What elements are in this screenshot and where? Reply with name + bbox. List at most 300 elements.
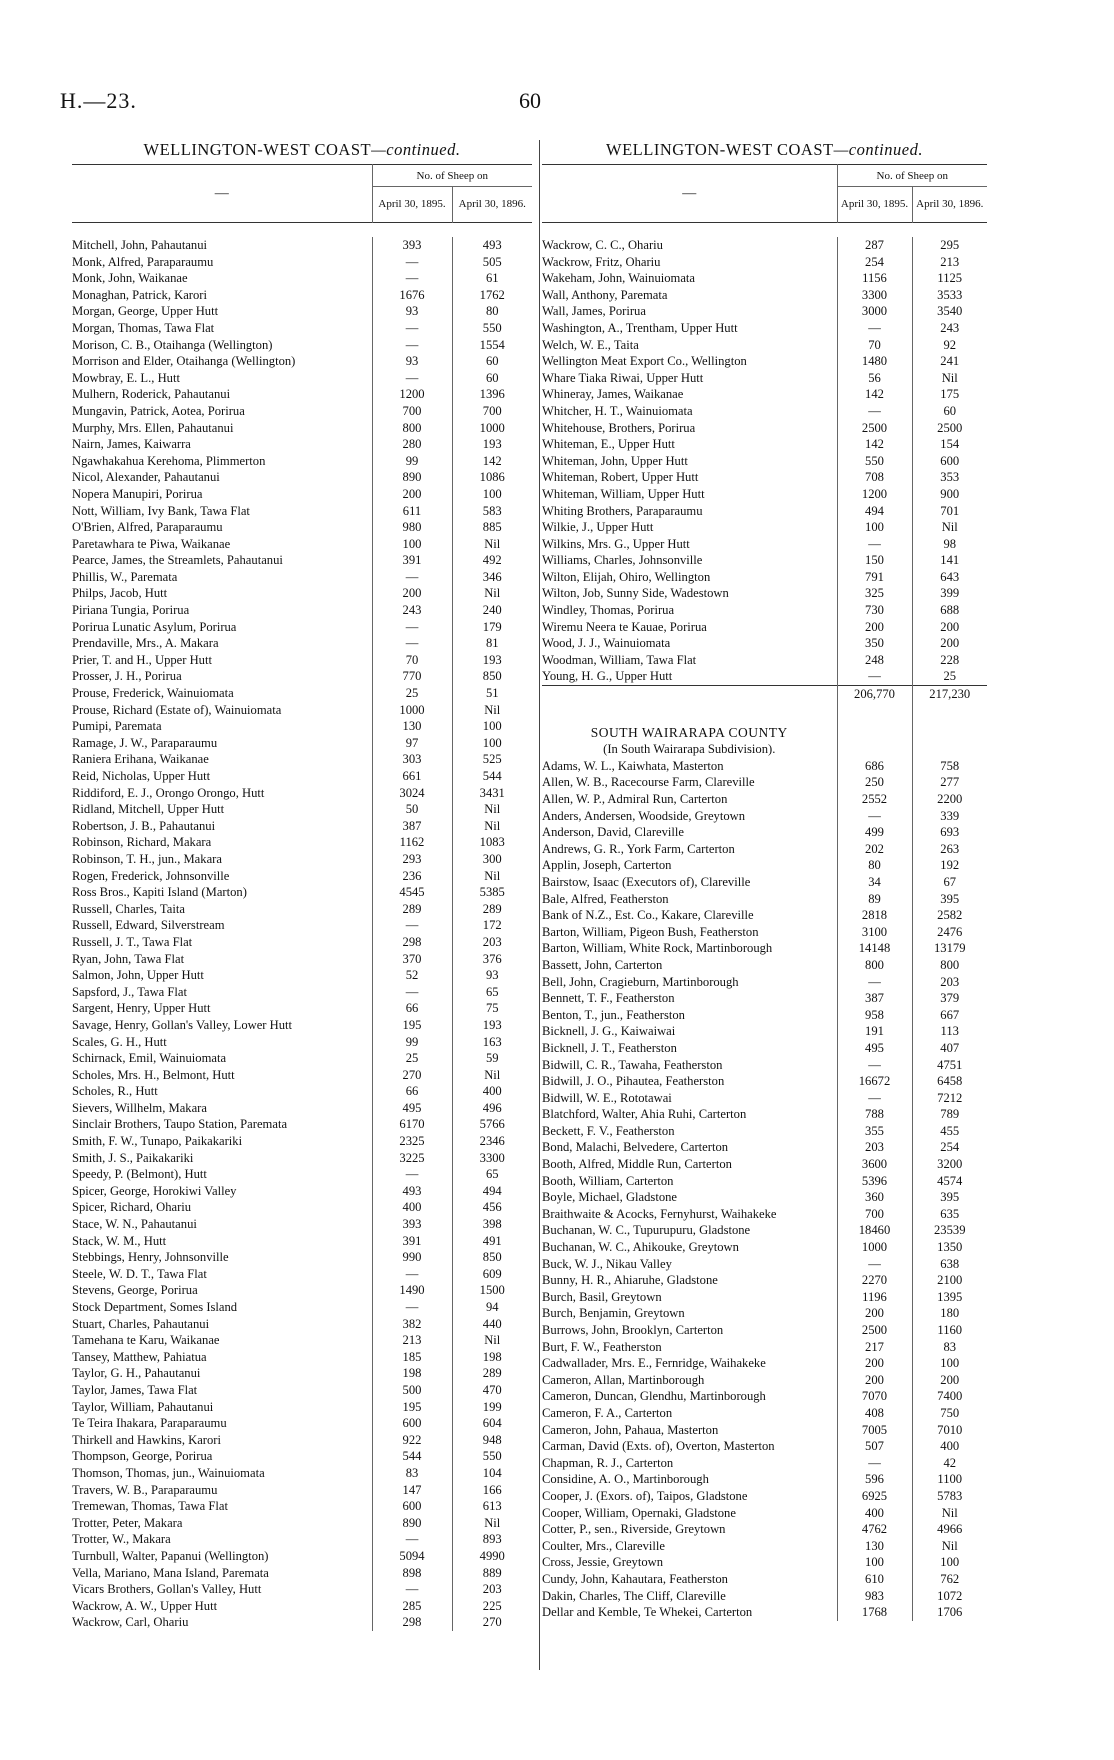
- table-row: [542, 1554, 987, 1571]
- sheep-1895: 393: [372, 237, 452, 254]
- owner-name: Wackrow, A. W., Upper Hutt: [72, 1598, 218, 1613]
- owner-name: Turnbull, Walter, Papanui (Wellington): [72, 1548, 269, 1563]
- table-row: [542, 602, 987, 619]
- owner-name: Tansey, Matthew, Pahiatua: [72, 1349, 207, 1364]
- table-row: [72, 1515, 532, 1532]
- owner-name: Monk, Alfred, Paraparaumu: [72, 254, 214, 269]
- sheep-1895: 596: [837, 1471, 912, 1488]
- table-row: [542, 1156, 987, 1173]
- sheep-1896: 613: [452, 1498, 532, 1515]
- owner-name: Mowbray, E. L., Hutt: [72, 370, 180, 385]
- sheep-1895: 147: [372, 1482, 452, 1499]
- sheep-1896: 688: [912, 602, 987, 619]
- right-table: [542, 237, 987, 1621]
- sheep-1896: Nil: [452, 818, 532, 835]
- sheep-1896: 42: [912, 1455, 987, 1472]
- table-row: [542, 270, 987, 287]
- sheep-1895: 280: [372, 436, 452, 453]
- sheep-1895: 99: [372, 1034, 452, 1051]
- table-row: [542, 254, 987, 271]
- sheep-1895: 350: [837, 635, 912, 652]
- sheep-1896: 643: [912, 569, 987, 586]
- sheep-1895: 494: [837, 503, 912, 520]
- owner-name: Welch, W. E., Taita: [542, 337, 639, 352]
- table-row: [72, 1482, 532, 1499]
- sheep-1896: 60: [452, 370, 532, 387]
- table-row: [72, 1100, 532, 1117]
- sheep-1895: 70: [372, 652, 452, 669]
- owner-name: Stock Department, Somes Island: [72, 1300, 238, 1314]
- table-row: [72, 884, 532, 901]
- table-row: [72, 237, 532, 254]
- sheep-1895: 4762: [837, 1521, 912, 1538]
- sheep-1896: 379: [912, 990, 987, 1007]
- page-reference: H.—23.: [60, 88, 137, 113]
- sheep-1896: 240: [452, 602, 532, 619]
- sheep-1895: 270: [372, 1067, 452, 1084]
- sheep-1896: 5385: [452, 884, 532, 901]
- owner-name: Philps, Jacob, Hutt: [72, 586, 168, 601]
- sheep-1895: —: [837, 320, 912, 337]
- sheep-1896: 440: [452, 1316, 532, 1333]
- owner-name: Ramage, J. W., Paraparaumu: [72, 735, 218, 750]
- sheep-1896: 7400: [912, 1388, 987, 1405]
- owner-name: Burrows, John, Brooklyn, Carterton: [542, 1323, 724, 1337]
- sheep-1895: 142: [837, 436, 912, 453]
- sheep-1895: 130: [372, 718, 452, 735]
- table-row: [72, 1614, 532, 1631]
- table-row: [542, 1090, 987, 1107]
- table-row: [72, 751, 532, 768]
- table-row: [72, 486, 532, 503]
- owner-name: O'Brien, Alfred, Paraparaumu: [72, 520, 223, 535]
- sheep-1895: 3600: [837, 1156, 912, 1173]
- owner-name: Beckett, F. V., Featherston: [542, 1123, 675, 1138]
- sheep-1895: 1196: [837, 1289, 912, 1306]
- table-row: [542, 1256, 987, 1273]
- sheep-1896: Nil: [912, 370, 987, 387]
- table-row: [72, 1565, 532, 1582]
- sheep-1895: 360: [837, 1189, 912, 1206]
- sheep-1896: 600: [912, 453, 987, 470]
- sheep-1895: 400: [372, 1199, 452, 1216]
- owner-name: Bassett, John, Carterton: [542, 957, 663, 972]
- owner-name: Wall, James, Porirua: [542, 304, 646, 319]
- table-row: [542, 1057, 987, 1074]
- sheep-1895: 303: [372, 751, 452, 768]
- sheep-1895: 661: [372, 768, 452, 785]
- table-row: [542, 841, 987, 858]
- sheep-1896: 339: [912, 808, 987, 825]
- owner-name: Russell, Charles, Taita: [72, 901, 185, 916]
- sheep-1896: 376: [452, 951, 532, 968]
- sheep-1895: 25: [372, 1050, 452, 1067]
- sheep-1895: 200: [837, 1305, 912, 1322]
- sheep-1896: 193: [452, 436, 532, 453]
- sheep-1896: 277: [912, 774, 987, 791]
- sheep-1896: 93: [452, 967, 532, 984]
- sheep-1895: 2500: [837, 420, 912, 437]
- sheep-1895: 788: [837, 1106, 912, 1123]
- sheep-1895: —: [372, 1581, 452, 1598]
- owner-name: Stuart, Charles, Pahautanui: [72, 1316, 210, 1331]
- owner-name: Stebbings, Henry, Johnsonville: [72, 1250, 229, 1265]
- sheep-1896: 2582: [912, 907, 987, 924]
- table-row: [72, 635, 532, 652]
- sheep-1896: 407: [912, 1040, 987, 1057]
- owner-name: Sinclair Brothers, Taupo Station, Paremata: [72, 1117, 288, 1132]
- table-row: [72, 1581, 532, 1598]
- total-row: [542, 686, 987, 703]
- sheep-1896: 5783: [912, 1488, 987, 1505]
- sheep-1895: 600: [372, 1415, 452, 1432]
- owner-name: Bicknell, J. T., Featherston: [542, 1040, 677, 1055]
- sheep-1896: Nil: [452, 702, 532, 719]
- owner-name: Paretawhara te Piwa, Waikanae: [72, 536, 231, 551]
- table-row: [542, 1040, 987, 1057]
- owner-name: Burch, Basil, Greytown: [542, 1289, 662, 1304]
- sheep-1896: 200: [912, 635, 987, 652]
- table-row: [542, 1438, 987, 1455]
- sheep-1896: 496: [452, 1100, 532, 1117]
- table-row: [72, 1266, 532, 1283]
- sheep-1895: 243: [372, 602, 452, 619]
- owner-name: Andrews, G. R., York Farm, Carterton: [542, 841, 735, 856]
- sheep-1895: 254: [837, 254, 912, 271]
- sheep-1896: 1395: [912, 1289, 987, 1306]
- total-1896: 217,230: [912, 686, 987, 703]
- sheep-1896: 1350: [912, 1239, 987, 1256]
- sheep-1896: 1396: [452, 386, 532, 403]
- table-row: [72, 436, 532, 453]
- table-row: [72, 1282, 532, 1299]
- table-row: [542, 1305, 987, 1322]
- owner-name: Vicars Brothers, Gollan's Valley, Hutt: [72, 1582, 262, 1597]
- table-row: [72, 1548, 532, 1565]
- sheep-1895: 248: [837, 652, 912, 669]
- table-row: [542, 907, 987, 924]
- table-row: [72, 818, 532, 835]
- owner-name: Stevens, George, Porirua: [72, 1283, 198, 1298]
- sheep-1895: 890: [372, 1515, 452, 1532]
- sheep-1895: 1156: [837, 270, 912, 287]
- table-row: [72, 1498, 532, 1515]
- sheep-1895: 142: [837, 386, 912, 403]
- owner-name: Allen, W. B., Racecourse Farm, Clareville: [542, 775, 755, 790]
- owner-name: Adams, W. L., Kaiwhata, Masterton: [542, 758, 724, 773]
- sheep-1895: 34: [837, 874, 912, 891]
- sheep-1895: 25: [372, 685, 452, 702]
- sheep-1896: 494: [452, 1183, 532, 1200]
- sheep-1896: 198: [452, 1349, 532, 1366]
- owner-name: Braithwaite & Acocks, Fernyhurst, Waihakeke: [542, 1206, 777, 1221]
- sheep-1895: 5396: [837, 1173, 912, 1190]
- owner-name: Wiremu Neera te Kauae, Porirua: [542, 619, 707, 634]
- sheep-1895: 195: [372, 1399, 452, 1416]
- sheep-1896: 200: [912, 619, 987, 636]
- sheep-1895: —: [837, 403, 912, 420]
- owner-name: Whare Tiaka Riwai, Upper Hutt: [542, 370, 704, 385]
- sheep-1896: 3540: [912, 303, 987, 320]
- owner-name: Cooper, J. (Exors. of), Taipos, Gladstone: [542, 1488, 748, 1503]
- table-row: [542, 824, 987, 841]
- sheep-1895: 2552: [837, 791, 912, 808]
- sheep-1895: 6925: [837, 1488, 912, 1505]
- sheep-1896: 2200: [912, 791, 987, 808]
- sheep-1896: 104: [452, 1465, 532, 1482]
- sheep-1895: 700: [837, 1206, 912, 1223]
- sheep-1895: 289: [372, 901, 452, 918]
- sheep-1895: —: [837, 974, 912, 991]
- table-row: [542, 320, 987, 337]
- sheep-1895: 391: [372, 552, 452, 569]
- sheep-1896: 83: [912, 1339, 987, 1356]
- sheep-1896: 1083: [452, 834, 532, 851]
- table-row: [72, 370, 532, 387]
- table-row: [72, 287, 532, 304]
- table-row: [72, 585, 532, 602]
- table-row: [72, 1000, 532, 1017]
- sheep-1896: 701: [912, 503, 987, 520]
- sheep-1896: 3200: [912, 1156, 987, 1173]
- sheep-1896: 243: [912, 320, 987, 337]
- sheep-1895: 3000: [837, 303, 912, 320]
- sheep-1896: 1000: [452, 420, 532, 437]
- sheep-1896: 92: [912, 337, 987, 354]
- sheep-1896: 75: [452, 1000, 532, 1017]
- sheep-1895: —: [372, 984, 452, 1001]
- sheep-1895: 200: [372, 585, 452, 602]
- table-row: [72, 1465, 532, 1482]
- sheep-1895: 52: [372, 967, 452, 984]
- owner-name: Whiteman, E., Upper Hutt: [542, 437, 675, 452]
- sheep-1896: 141: [912, 552, 987, 569]
- sheep-1896: 525: [452, 751, 532, 768]
- owner-name: Prier, T. and H., Upper Hutt: [72, 652, 212, 667]
- owner-name: Scholes, R., Hutt: [72, 1084, 158, 1099]
- owner-name: Wackrow, C. C., Ohariu: [542, 238, 663, 252]
- sheep-1895: —: [837, 1057, 912, 1074]
- sheep-1895: —: [372, 917, 452, 934]
- sheep-1895: 5094: [372, 1548, 452, 1565]
- table-row: [72, 503, 532, 520]
- sheep-1895: 600: [372, 1498, 452, 1515]
- owner-name: Cundy, John, Kahautara, Featherston: [542, 1571, 728, 1586]
- sheep-1896: 1762: [452, 287, 532, 304]
- table-row: [72, 702, 532, 719]
- sheep-1895: —: [837, 808, 912, 825]
- sheep-1896: 789: [912, 1106, 987, 1123]
- owner-name: Taylor, G. H., Pahautanui: [72, 1366, 201, 1381]
- sheep-1895: 550: [837, 453, 912, 470]
- sheep-1896: 346: [452, 569, 532, 586]
- column-divider: [539, 140, 540, 1670]
- sheep-1895: 700: [372, 403, 452, 420]
- owner-name: Ross Bros., Kapiti Island (Marton): [72, 885, 247, 900]
- owner-name: Taylor, James, Tawa Flat: [72, 1382, 198, 1397]
- owner-name: Scholes, Mrs. H., Belmont, Hutt: [72, 1067, 235, 1082]
- owner-name: Carman, David (Exts. of), Overton, Masterton: [542, 1439, 775, 1454]
- sheep-1896: 550: [452, 320, 532, 337]
- sheep-1896: 492: [452, 552, 532, 569]
- owner-name: Whiteman, William, Upper Hutt: [542, 486, 705, 501]
- table-row: [542, 337, 987, 354]
- owner-name: Considine, A. O., Martinborough: [542, 1472, 709, 1487]
- owner-name: Wood, J. J., Wainuiomata: [542, 636, 671, 651]
- table-row: [542, 1322, 987, 1339]
- sheep-1896: 65: [452, 1166, 532, 1183]
- sheep-1895: 200: [837, 1355, 912, 1372]
- table-row: [542, 1339, 987, 1356]
- table-row: [542, 874, 987, 891]
- sheep-1895: 16672: [837, 1073, 912, 1090]
- table-row: [542, 1505, 987, 1522]
- table-row: [72, 851, 532, 868]
- sheep-1896: 850: [452, 668, 532, 685]
- owner-name: Trotter, W., Makara: [72, 1532, 171, 1547]
- table-row: [542, 1488, 987, 1505]
- owner-name: Woodman, William, Tawa Flat: [542, 652, 697, 667]
- sheep-1895: 83: [372, 1465, 452, 1482]
- sheep-1895: 4545: [372, 884, 452, 901]
- sheep-1896: 60: [452, 353, 532, 370]
- owner-name: Bell, John, Cragieburn, Martinborough: [542, 974, 739, 989]
- table-row: [72, 1349, 532, 1366]
- sheep-1895: 202: [837, 841, 912, 858]
- owner-name: Bale, Alfred, Featherston: [542, 891, 669, 906]
- sheep-1896: 750: [912, 1405, 987, 1422]
- sheep-1895: 80: [837, 857, 912, 874]
- section-title: SOUTH WAIRARAPA COUNTY: [590, 724, 788, 740]
- owner-name: Barton, William, Pigeon Bush, Featherston: [542, 924, 759, 939]
- table-row: [72, 1166, 532, 1183]
- sheep-1895: 493: [372, 1183, 452, 1200]
- sheep-1896: 399: [912, 585, 987, 602]
- owner-name: Prouse, Frederick, Wainuiomata: [72, 686, 234, 701]
- sheep-1895: 325: [837, 585, 912, 602]
- owner-name: Cross, Jessie, Greytown: [542, 1555, 664, 1570]
- table-row: [72, 868, 532, 885]
- table-row: [72, 718, 532, 735]
- left-col-group: No. of Sheep on: [372, 165, 532, 187]
- sheep-1896: 1160: [912, 1322, 987, 1339]
- owner-name: Dellar and Kemble, Te Whekei, Carterton: [542, 1605, 753, 1620]
- owner-name: Blatchford, Walter, Ahia Ruhi, Carterton: [542, 1107, 747, 1122]
- sheep-1895: 1480: [837, 353, 912, 370]
- owner-name: Robinson, Richard, Makara: [72, 835, 212, 850]
- owner-name: Whiteman, John, Upper Hutt: [542, 453, 688, 468]
- sheep-1896: 398: [452, 1216, 532, 1233]
- owner-name: Ryan, John, Tawa Flat: [72, 951, 185, 966]
- sheep-1896: 100: [912, 1355, 987, 1372]
- owner-name: Cooper, William, Opernaki, Gladstone: [542, 1505, 736, 1520]
- sheep-1895: 3225: [372, 1150, 452, 1167]
- sheep-1896: 493: [452, 237, 532, 254]
- table-row: [72, 834, 532, 851]
- table-row: [542, 635, 987, 652]
- table-row: [72, 951, 532, 968]
- owner-name: Smith, F. W., Tunapo, Paikakariki: [72, 1134, 243, 1149]
- owner-name: Thomson, Thomas, jun., Wainuiomata: [72, 1465, 265, 1480]
- sheep-1895: 7005: [837, 1422, 912, 1439]
- sheep-1896: 1086: [452, 469, 532, 486]
- table-row: [542, 469, 987, 486]
- sheep-1895: 203: [837, 1139, 912, 1156]
- table-row: [72, 1299, 532, 1316]
- sheep-1895: 14148: [837, 940, 912, 957]
- sheep-1896: 2346: [452, 1133, 532, 1150]
- table-row: [542, 1372, 987, 1389]
- sheep-1896: 1125: [912, 270, 987, 287]
- sheep-1895: 200: [837, 619, 912, 636]
- sheep-1896: Nil: [452, 801, 532, 818]
- sheep-1896: 295: [912, 237, 987, 254]
- table-row: [542, 1106, 987, 1123]
- owner-name: Bidwill, J. O., Pihautea, Featherston: [542, 1074, 725, 1089]
- sheep-1896: 1500: [452, 1282, 532, 1299]
- sheep-1895: 298: [372, 1614, 452, 1631]
- sheep-1896: 395: [912, 1189, 987, 1206]
- sheep-1895: —: [372, 1166, 452, 1183]
- sheep-1895: —: [372, 1299, 452, 1316]
- sheep-1896: 203: [452, 1581, 532, 1598]
- sheep-1896: 395: [912, 891, 987, 908]
- sheep-1896: 4574: [912, 1173, 987, 1190]
- owner-name: Buchanan, W. C., Ahikouke, Greytown: [542, 1240, 739, 1255]
- sheep-1895: —: [372, 635, 452, 652]
- sheep-1896: 180: [912, 1305, 987, 1322]
- sheep-1896: Nil: [452, 1515, 532, 1532]
- right-title: WELLINGTON-WEST COAST—continued.: [606, 140, 923, 159]
- sheep-1896: 470: [452, 1382, 532, 1399]
- owner-name: Coulter, Mrs., Clareville: [542, 1538, 665, 1553]
- sheep-1896: 228: [912, 652, 987, 669]
- right-col-1896: April 30, 1896.: [912, 187, 987, 223]
- sheep-1896: Nil: [912, 1505, 987, 1522]
- table-row: [542, 1355, 987, 1372]
- table-row: [72, 1448, 532, 1465]
- owner-name: Barton, William, White Rock, Martinborough: [542, 941, 773, 956]
- owner-name: Young, H. G., Upper Hutt: [542, 669, 673, 684]
- owner-name: Wellington Meat Export Co., Wellington: [542, 354, 747, 369]
- sheep-1896: Nil: [452, 1332, 532, 1349]
- sheep-1895: 730: [837, 602, 912, 619]
- sheep-1896: 455: [912, 1123, 987, 1140]
- owner-name: Thompson, George, Porirua: [72, 1449, 213, 1464]
- table-row: [72, 453, 532, 470]
- table-row: [542, 552, 987, 569]
- owner-name: Raniera Erihana, Waikanae: [72, 752, 209, 767]
- sheep-1895: 382: [372, 1316, 452, 1333]
- owner-name: Morrison and Elder, Otaihanga (Wellington): [72, 354, 296, 369]
- table-row: [542, 1588, 987, 1605]
- sheep-1896: 1100: [912, 1471, 987, 1488]
- table-row: [542, 957, 987, 974]
- sheep-1896: 193: [452, 1017, 532, 1034]
- sheep-1895: —: [837, 668, 912, 685]
- owner-name: Phillis, W., Paremata: [72, 569, 178, 584]
- sheep-1896: 491: [452, 1233, 532, 1250]
- sheep-1895: 3300: [837, 287, 912, 304]
- table-row: [542, 1189, 987, 1206]
- sheep-1895: 370: [372, 951, 452, 968]
- table-row: [72, 1150, 532, 1167]
- table-row: [72, 403, 532, 420]
- owner-name: Wackrow, Carl, Ohariu: [72, 1615, 189, 1630]
- table-row: [72, 652, 532, 669]
- table-row: [542, 1139, 987, 1156]
- sheep-1895: —: [372, 370, 452, 387]
